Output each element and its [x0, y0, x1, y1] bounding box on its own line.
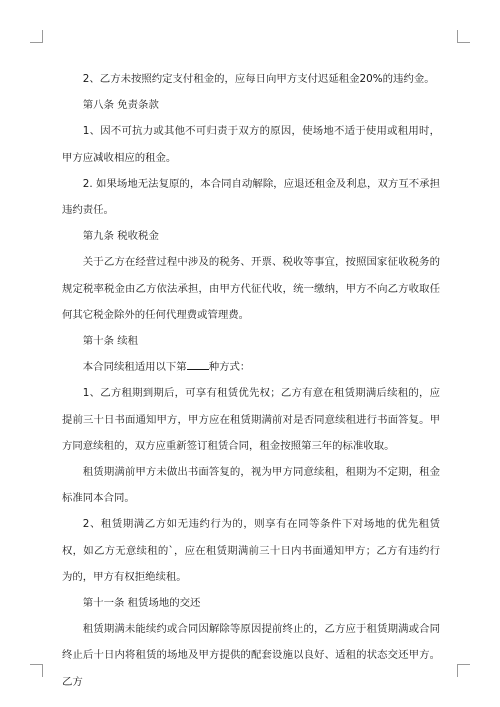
paragraph-contract-termination: 2. 如果场地无法复原的，本合同自动解除，应退还租金及利息，双方互不承担违约责任。 [62, 177, 440, 217]
document-body [62, 66, 440, 695]
crop-mark-top-left [30, 30, 43, 43]
crop-mark-bottom-left [30, 664, 43, 677]
paragraph-renewal-method [62, 354, 440, 380]
crop-mark-top-right [457, 30, 470, 43]
paragraph-renewal-option-1: 1、乙方租期到期后，可享有租赁优先权；乙方有意在租赁期满后续租的，应提前三十日书面通知甲方，甲方应在租赁期满前对是否同意续租进行书面答复。甲方同意续租的，双方应重新签订租赁合同，租金按照第三年的标准收取。 [62, 387, 440, 452]
paragraph-return-premises: 租赁期满未能续约或合同因解除等原因提前终止的，乙方应于租赁期满或合同终止后十日内将租赁的场地及甲方提供的配套设施以良好、适租的状态交还甲方。乙方 [62, 623, 440, 688]
paragraph-late-payment: 2、乙方未按照约定支付租金的，应每日向甲方支付迟延租金20%的违约金。 [82, 73, 435, 85]
fill-in-blank[interactable] [187, 359, 209, 370]
renewal-text-before: 本合同续租适用以下第 [82, 361, 187, 374]
crop-mark-bottom-right [457, 664, 470, 677]
heading-article-10: 第十条 续租 [82, 335, 139, 348]
heading-article-11: 第十一条 租赁场地的交还 [82, 597, 201, 610]
paragraph-no-reply: 租赁期满前甲方未做出书面答复的，视为甲方同意续租，租期为不定期，租金标准同本合同。 [62, 466, 440, 505]
paragraph-force-majeure: 1、因不可抗力或其他不可归责于双方的原因，使场地不适于使用或租用时，甲方应减收相应的租金。 [62, 125, 440, 164]
heading-article-9: 第九条 税收税金 [82, 230, 159, 243]
renewal-text-after: 种方式： [208, 361, 251, 374]
heading-article-8: 第八条 免责条款 [82, 99, 159, 112]
paragraph-renewal-option-2: 2、租赁期满乙方如无违约行为的，则享有在同等条件下对场地的优先租赁权，如乙方无意续租的`，应在租赁期满前三十日内书面通知甲方；乙方有违约行为的，甲方有权拒绝续租。 [62, 518, 440, 583]
paragraph-taxes: 关于乙方在经营过程中涉及的税务、开票、税收等事宜，按照国家征收税务的规定税率税金由乙方依法承担，由甲方代征代收，统一缴纳，甲方不向乙方收取任何其它税金除外的任何代理费或管理费。 [62, 256, 440, 321]
